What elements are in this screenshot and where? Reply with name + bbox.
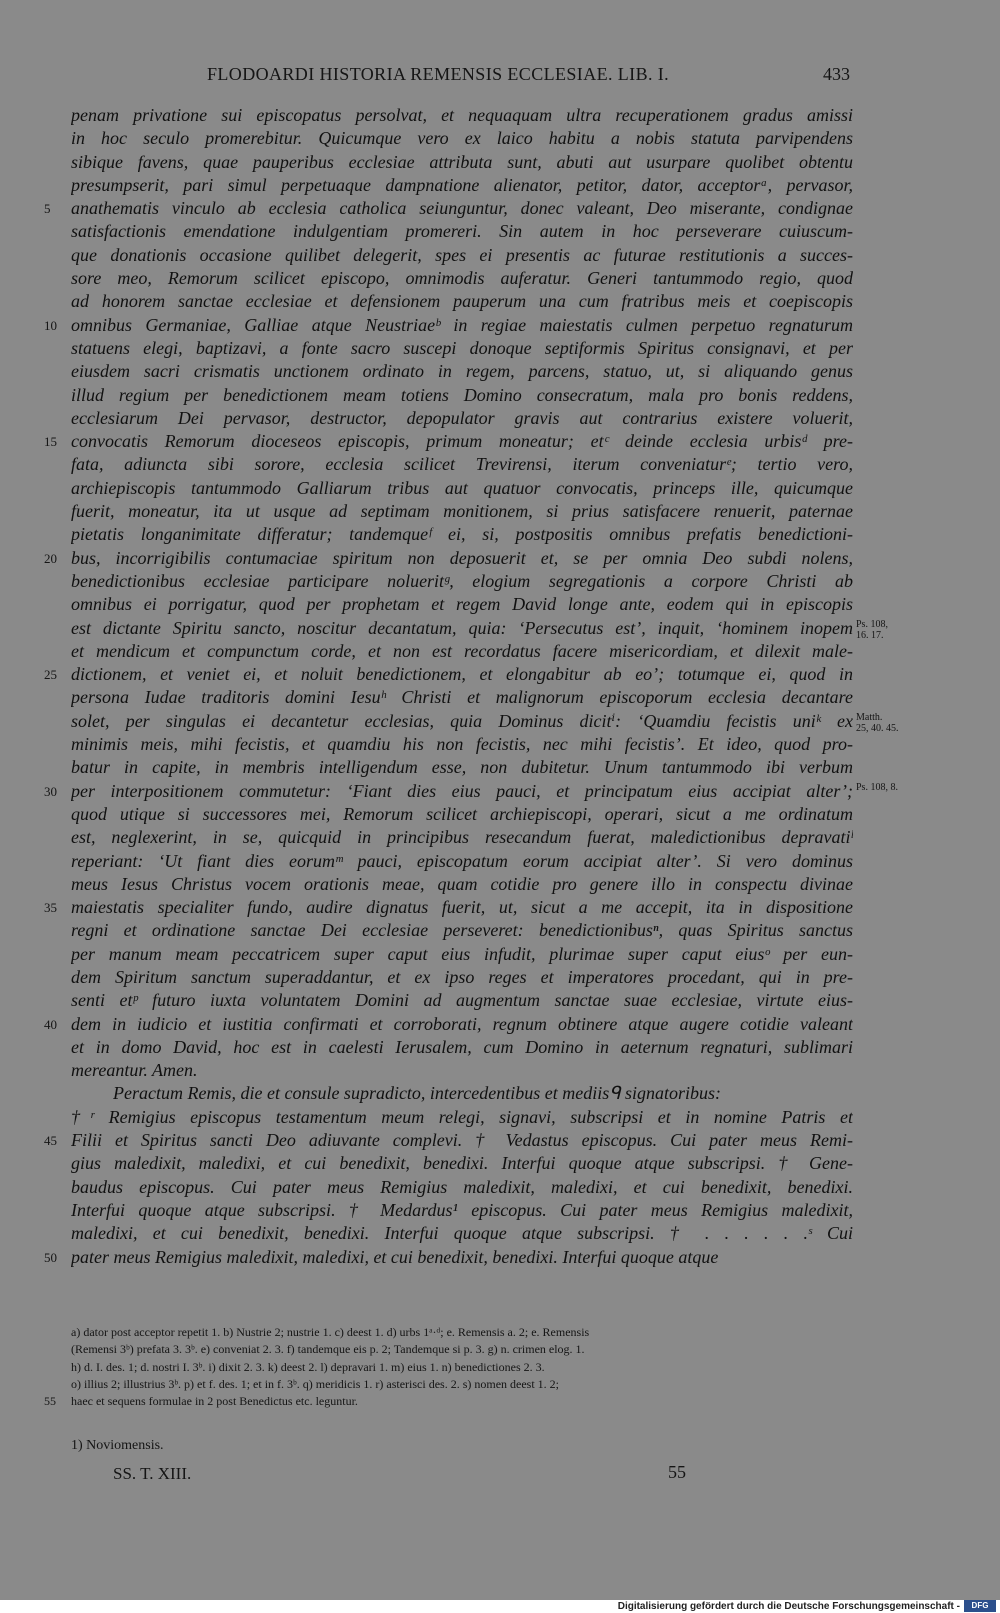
text-line (0, 850, 1000, 873)
footnote-text: a) dator post acceptor repetit 1. b) Nustrie 2; nustrie 1. c) deest 1. d) urbs 1ᵃ·ᵈ; e. Remensis a. 2; e. Remensis (71, 1325, 590, 1339)
text-line (0, 430, 1000, 453)
text-line (0, 710, 1000, 733)
text-line (0, 1246, 1000, 1269)
line-text: ecclesiarum Dei pervasor, destructor, depopulator gravis aut contrarius existere voluerit, (71, 407, 853, 428)
text-line (0, 780, 1000, 803)
text-line (0, 1013, 1000, 1036)
text-line (0, 523, 1000, 546)
line-text: presumpserit, pari simul perpetuaque dampnatione alienator, petitor, dator, acceptorᵃ, pervasor, (71, 174, 853, 195)
text-line (0, 384, 1000, 407)
text-line (0, 593, 1000, 616)
line-text: gius maledixit, maledixi, et cui benedixit, benedixi. Interfui quoque atque subscripsi. † Gene- (71, 1153, 853, 1174)
line-number: 5 (44, 201, 51, 217)
line-text: bus, incorrigibilis contumaciae spiritum non deposuerit et, se per omnia Deo subdi nolens, (71, 547, 853, 568)
line-text: maledixi, et cui benedixit, benedixi. Interfui quoque atque subscripsi. † . . . . . .ˢ Cui (71, 1223, 853, 1244)
text-line (0, 477, 1000, 500)
line-number: 30 (44, 783, 57, 799)
line-text: regni et ordinatione sanctae Dei ecclesiae perseveret: benedictionibusⁿ, quas Spiritus sanctus (71, 920, 853, 941)
text-line (0, 1176, 1000, 1199)
line-number: 15 (44, 434, 57, 450)
line-text: pietatis longanimitate differatur; tandemqueᶠ ei, si, postpositis omnibus prefatis benedictioni- (71, 524, 853, 545)
footnote-line (0, 1341, 1000, 1358)
text-line (0, 453, 1000, 476)
text-line (0, 244, 1000, 267)
text-line (0, 733, 1000, 756)
line-text: mereantur. Amen. (71, 1060, 198, 1081)
line-text: et mendicum et compunctum corde, et non est recordatus facere misericordiam, et dilexit male- (71, 640, 853, 661)
text-line (0, 1199, 1000, 1222)
line-number: 55 (44, 1394, 56, 1409)
footnote-line (0, 1393, 1000, 1410)
line-text: †ʳ Remigius episcopus testamentum meum relegi, signavi, subscripsi et in nomine Patris et (71, 1106, 853, 1127)
text-line (0, 127, 1000, 150)
line-text: sibique favens, quae pauperibus ecclesiae attributa sunt, abuti aut usurpare quolibet obtentu (71, 151, 853, 172)
text-line (0, 570, 1000, 593)
text-line (0, 989, 1000, 1012)
text-line (0, 663, 1000, 686)
footnote-line (0, 1324, 1000, 1341)
footnote-text: h) d. I. des. 1; d. nostri I. 3ᵇ. i) dixit 2. 3. k) deest 2. l) depravari 1. m) eius 1. n) benedictiones 2. 3. (71, 1359, 545, 1374)
text-line (0, 1059, 1000, 1082)
line-text: statuens elegi, baptizavi, a fonte sacro suscepi donoque septiformis Spiritus consignavi, et per (71, 337, 853, 358)
footnote-text: haec et sequens formulae in 2 post Benedictus etc. leguntur. (71, 1394, 358, 1409)
text-line (0, 500, 1000, 523)
text-line (0, 1106, 1000, 1129)
text-line (0, 617, 1000, 640)
line-text: quod utique si successores mei, Remorum scilicet archiepiscopi, operari, sicut a me ordinatum (71, 803, 853, 824)
text-line (0, 1082, 1000, 1105)
text-line (0, 547, 1000, 570)
line-text: fuerit, moneatur, ita ut usque ad septimam monitionem, si prius satisfacere renuerit, paternae (71, 501, 853, 522)
line-text: archiepiscopis tantummodo Galliarum tribus aut quatuor convocatis, princeps ille, quicumque (71, 477, 853, 498)
footnote-line (0, 1359, 1000, 1376)
scripture-reference: Ps. 108, 16. 17. (856, 618, 888, 641)
line-number: 50 (44, 1249, 57, 1265)
line-text: Interfui quoque atque subscripsi. † Medardus¹ episcopus. Cui pater meus Remigius maledixit, (71, 1199, 853, 1220)
line-text: fata, adiuncta sibi sorore, ecclesia scilicet Trevirensi, iterum conveniaturᵉ; tertio vero, (71, 454, 853, 475)
line-text: penam privatione sui episcopatus persolvat, et nequaquam ultra recuperationem gradus amissi (71, 105, 853, 125)
text-line (0, 873, 1000, 896)
footnote-line (0, 1376, 1000, 1393)
text-line (0, 290, 1000, 313)
text-line (0, 1129, 1000, 1152)
line-text: que donationis occasione quilibet delegerit, spes ei presentis ac futurae restitutionis a succes- (71, 244, 853, 265)
line-number: 45 (44, 1133, 57, 1149)
text-line (0, 220, 1000, 243)
text-line (0, 337, 1000, 360)
line-text: omnibus ei porrigatur, quod per prophetam et regem David longe ante, eodem qui in episcopis (71, 594, 853, 615)
text-line (0, 360, 1000, 383)
line-text: Peractum Remis, die et consule supradicto, intercedentibus et mediisᑫ signatoribus: (113, 1083, 722, 1104)
text-line (0, 104, 1000, 127)
text-line (0, 640, 1000, 663)
text-line (0, 896, 1000, 919)
text-line (0, 756, 1000, 779)
text-line (0, 1036, 1000, 1059)
line-number: 10 (44, 317, 57, 333)
line-text: baudus episcopus. Cui pater meus Remigius maledixit, maledixi, et cui benedixit, benedixi. (71, 1176, 853, 1197)
line-number: 20 (44, 550, 57, 566)
line-text: illud regium per benedictionem meam totiens Domino consecratum, mala pro bonis reddens, (71, 384, 853, 405)
line-text: dem Spiritum sanctum superaddantur, et ex ipso reges et imperatores procedant, qui in pre- (71, 966, 853, 987)
line-text: batur in capite, in membris intelligendum esse, non dubitetur. Unum tantummodo ibi verbum (71, 757, 853, 778)
page-header (0, 64, 1000, 90)
line-text: persona Iudae traditoris domini Iesuʰ Christi et malignorum episcoporum ecclesia decantare (71, 687, 853, 708)
footnote-text: (Remensi 3ᵇ) prefata 3. 3ᵇ. e) conveniat 2. 3. f) tandemque eis p. 2; Tandemque si p. 3. g) n. crimen elog. 1. (71, 1342, 585, 1357)
dfg-logo-icon: DFG (964, 1600, 996, 1612)
text-line (0, 943, 1000, 966)
line-text: dictionem, et veniet ei, et noluit benedictionem, et elongabitur ab eo’; totumque ei, quod in (71, 664, 853, 685)
digitization-footer (0, 1600, 1000, 1613)
text-line (0, 686, 1000, 709)
line-text: convocatis Remorum dioceseos episcopis, primum moneatur; etᶜ deinde ecclesia urbisᵈ pre- (71, 431, 853, 452)
scripture-reference: Matth. 25, 40. 45. (856, 711, 899, 734)
digitization-credit: Digitalisierung gefördert durch die Deutsche Forschungsgemeinschaft - (617, 1601, 960, 1612)
line-number: 25 (44, 667, 57, 683)
line-text: solet, per singulas ei decantetur ecclesias, quia Dominus dicitⁱ: ‘Quamdiu fecistis uniᵏ ex (71, 710, 853, 731)
line-text: ad honorem sanctae ecclesiae et defensionem pauperum una cum fratribus meis et coepiscopis (71, 291, 853, 312)
line-text: senti etᵖ futuro iuxta voluntatem Domini ad augmentum sanctae suae ecclesiae, virtute eius- (71, 990, 853, 1011)
text-line (0, 803, 1000, 826)
text-line (0, 826, 1000, 849)
line-text: reperiant: ‘Ut fiant dies eorumᵐ pauci, episcopatum eorum accipiat alter’. Si vero dominus (71, 850, 853, 871)
text-line (0, 174, 1000, 197)
text-line (0, 919, 1000, 942)
line-text: benedictionibus ecclesiae participare nolueritᵍ, elogium segregationis a corpore Christi ab (71, 570, 853, 591)
main-text-block (0, 104, 1000, 1269)
line-text: minimis meis, mihi fecistis, et quamdiu his non fecistis, nec mihi fecistis’. Et ideo, quod pro- (71, 734, 853, 755)
scripture-reference: Ps. 108, 8. (856, 781, 898, 793)
volume-signature: SS. T. XIII. (113, 1464, 192, 1483)
line-text: sore meo, Remorum scilicet episcopo, omnimodis auferatur. Generi tantummodo regio, quod (71, 268, 853, 289)
line-text: omnibus Germaniae, Galliae atque Neustriaeᵇ in regiae maiestatis culmen perpetuo regnaturum (71, 314, 853, 335)
text-line (0, 197, 1000, 220)
line-text: et in domo David, hoc est in caelesti Ierusalem, cum Domino in aeternum regnaturi, sublimari (71, 1036, 853, 1057)
text-line (0, 267, 1000, 290)
running-title: FLODOARDI HISTORIA REMENSIS ECCLESIAE. LIB. I. (207, 64, 670, 84)
line-text: est, neglexerint, in se, quicquid in principibus resecandum fuerat, maledictionibus depravatiˡ (71, 827, 853, 848)
footnote-text: o) illius 2; illustrius 3ᵇ. p) et f. des. 1; et in f. 3ᵇ. q) meridicis 1. r) asterisci des. 2. s) nomen deest 1. 2; (71, 1376, 560, 1391)
line-text: satisfactionis emendatione indulgentiam promereri. Sin autem in hoc perseverare cuiuscum- (71, 221, 853, 242)
line-text: eiusdem sacri crismatis unctionem ordinato in regem, parcens, statuo, ut, si aliquando genus (71, 361, 853, 382)
commentary-note: 1) Noviomensis. (71, 1438, 164, 1453)
text-line (0, 966, 1000, 989)
line-text: maiestatis specialiter fundo, audire dignatus fuerit, ut, sicut a me accepit, ita in dispositione (71, 897, 853, 918)
text-line (0, 314, 1000, 337)
line-text: per manum meam peccatricem super caput eius infudit, plurimae super caput eiusᵒ per eun- (71, 943, 853, 964)
line-text: meus Iesus Christus vocem orationis meae, quam cotidie pro genere illo in conspectu divinae (71, 873, 853, 894)
critical-apparatus (0, 1324, 1000, 1410)
text-line (0, 1152, 1000, 1175)
line-number: 35 (44, 900, 57, 916)
line-text: dem in iudicio et iustitia confirmati et corroborati, regnum obtinere atque augere cotidie valeant (71, 1013, 853, 1034)
line-text: Filii et Spiritus sancti Deo adiuvante complevi. † Vedastus episcopus. Cui pater meus Remi- (71, 1130, 853, 1151)
line-text: est dictante Spiritu sancto, noscitur decantatum, quia: ‘Persecutus est’, inquit, ‘hominem inopem (71, 617, 853, 638)
text-line (0, 151, 1000, 174)
line-text: anathematis vinculo ab ecclesia catholica seiunguntur, donec valeant, Deo miserante, condignae (71, 198, 853, 219)
line-text: pater meus Remigius maledixit, maledixi, et cui benedixit, benedixi. Interfui quoque atque (71, 1246, 719, 1267)
line-text: per interpositionem commutetur: ‘Fiant dies eius pauci, et principatum eius accipiat alter’; (71, 780, 853, 801)
text-line (0, 1222, 1000, 1245)
line-number: 40 (44, 1016, 57, 1032)
page-number: 433 (823, 64, 850, 84)
line-text: in hoc seculo promerebitur. Quicumque vero ex laico habitu a nobis statuta parvipendens (71, 128, 853, 149)
text-line (0, 407, 1000, 430)
sheet-signature: 55 (668, 1462, 686, 1482)
